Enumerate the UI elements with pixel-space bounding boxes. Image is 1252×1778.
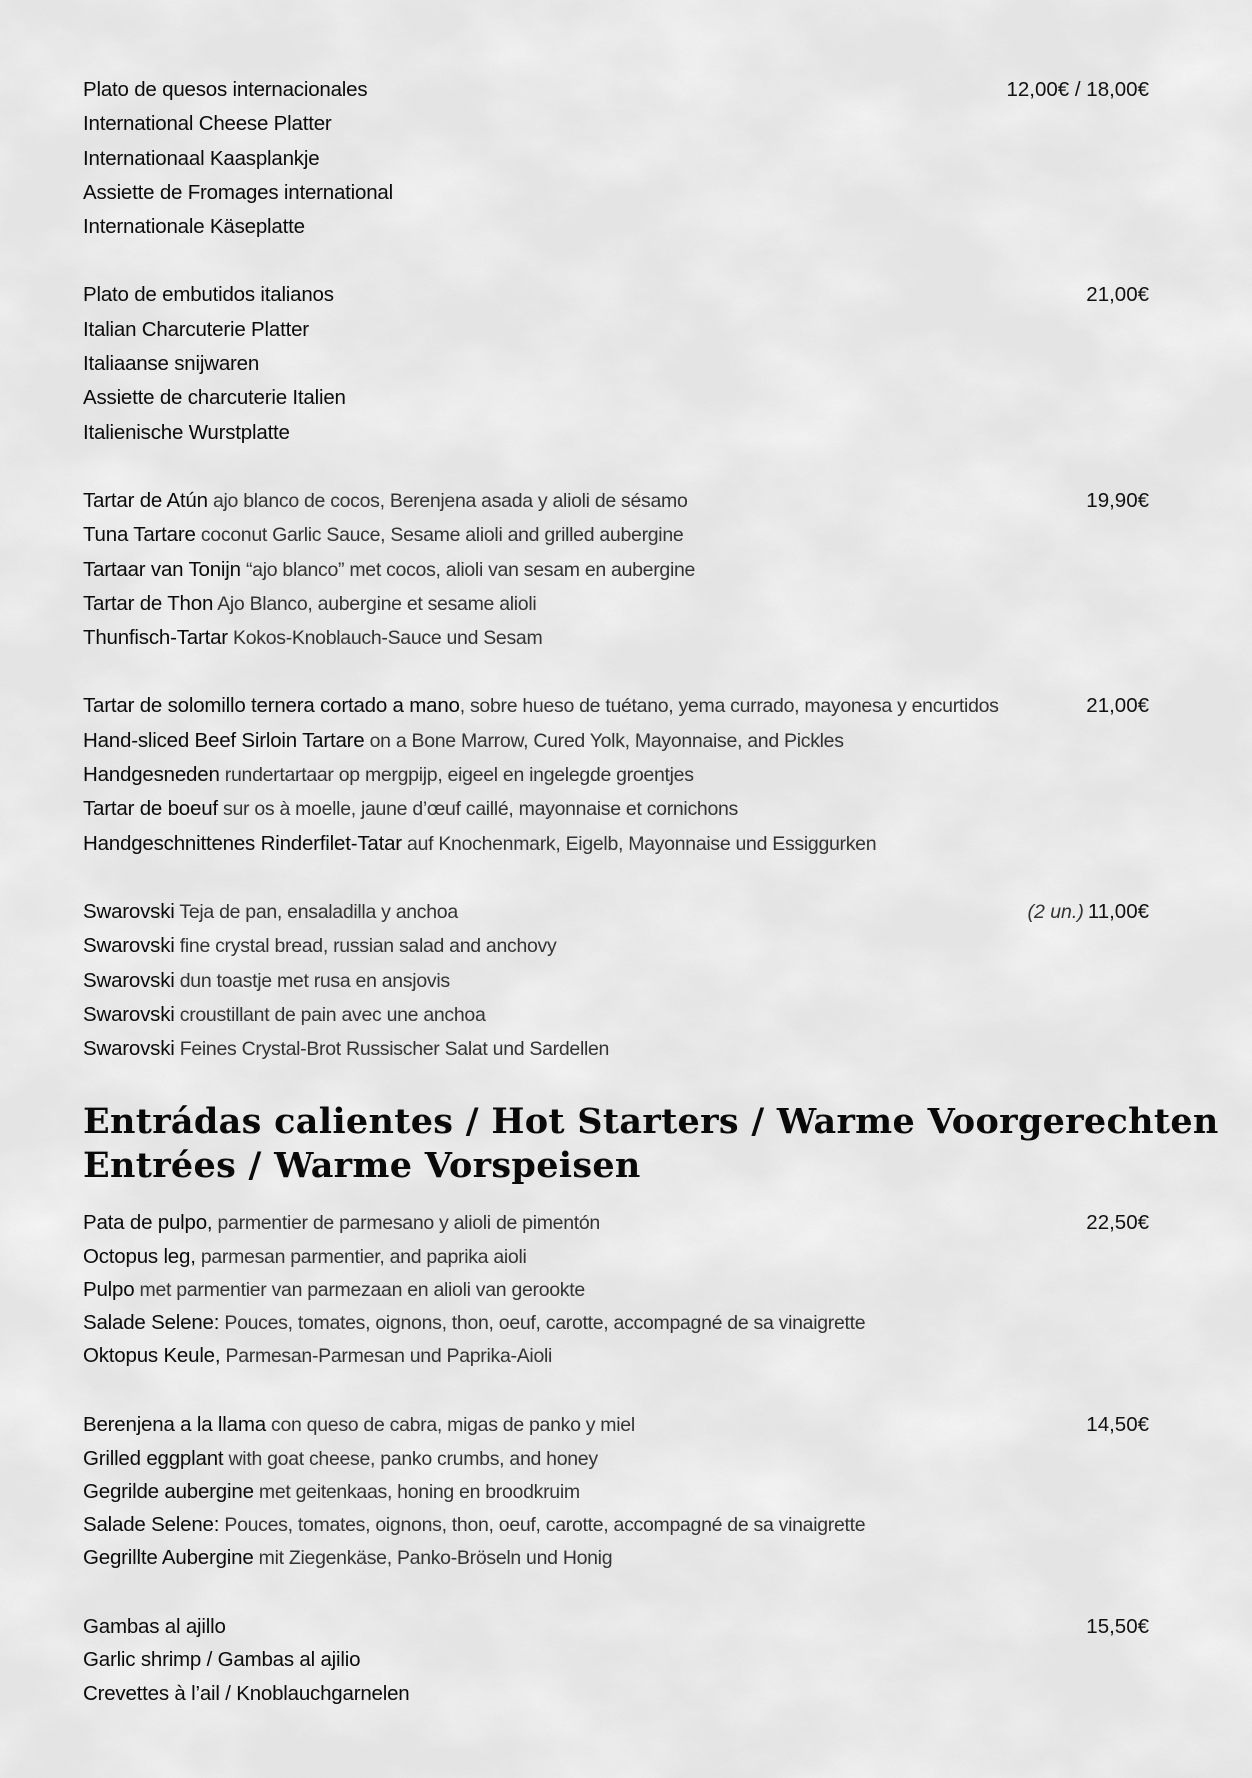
dish-name: Swarovski [83, 899, 175, 923]
menu-page [83, 73, 1219, 1746]
menu-item-line [83, 518, 1149, 552]
price-value: 12,00€ / 18,00€ [1006, 78, 1149, 101]
dish-name: Tuna Tartare [83, 523, 196, 547]
menu-item-line [83, 827, 1149, 861]
dish-description: fine crystal bread, russian salad and anchovy [174, 935, 557, 958]
menu-item-line [83, 1408, 1149, 1441]
menu-item-text [83, 1408, 635, 1442]
dish-name: Salade Selene: [83, 1310, 220, 1334]
menu-item-text [83, 210, 305, 244]
dish-description: Pouces, tomates, oignons, thon, oeuf, carotte, accompagné de sa vinaigrette [219, 1513, 866, 1536]
menu-item-line [83, 1475, 1149, 1508]
menu-item-text [83, 484, 688, 518]
dish-name: Plato de embutidos italianos [83, 283, 334, 307]
price-value: 14,50€ [1086, 1413, 1149, 1437]
dish-description: met parmentier van parmezaan en alioli van gerookte [134, 1278, 585, 1301]
dish-name: Swarovski [83, 934, 175, 958]
menu-item-line [83, 347, 1149, 381]
dish-name: Plato de quesos internacionales [83, 78, 368, 101]
menu-item-text [83, 73, 367, 107]
section-title-line-2: Entrées / Warme Vorspeisen [83, 1145, 641, 1187]
hot-starters-heading [83, 1100, 1219, 1188]
dish-name: Berenjena a la llama [83, 1413, 266, 1437]
dish-price [1027, 895, 1149, 929]
menu-item-line [83, 587, 1149, 621]
menu-item-line [83, 621, 1149, 655]
dish-name: Assiette de Fromages international [83, 180, 393, 204]
dish-description: parmentier de parmesano y alioli de pimentón [212, 1212, 600, 1235]
dish-description: croustillant de pain avec une anchoa [174, 1003, 486, 1026]
menu-item-text [83, 1442, 598, 1476]
menu-item-text [83, 518, 683, 552]
menu-item [83, 73, 1149, 244]
dish-name: Handgeschnittenes Rinderfilet-Tatar [83, 831, 402, 855]
menu-item-line [83, 313, 1149, 347]
menu-item-text [83, 929, 556, 963]
menu-item-text [83, 1677, 410, 1710]
menu-item-line [83, 689, 1149, 723]
menu-item-text [83, 724, 844, 758]
dish-description: auf Knochenmark, Eigelb, Mayonnaise und Essiggurken [401, 832, 877, 855]
dish-name: Oktopus Keule, [83, 1344, 221, 1368]
menu-item-line [83, 210, 1149, 244]
dish-name: Italiaanse snijwaren [83, 352, 260, 376]
menu-item-line [83, 553, 1149, 587]
dish-description: Kokos-Knoblauch-Sauce und Sesam [227, 627, 543, 650]
dish-name: Gegrillte Aubergine [83, 1546, 254, 1570]
menu-item-line [83, 1306, 1149, 1339]
dish-description: parmesan parmentier, and paprika aioli [195, 1245, 527, 1268]
dish-name: Pata de pulpo, [83, 1211, 213, 1235]
menu-item-text [83, 827, 876, 861]
dish-price [1086, 484, 1149, 518]
menu-item-text [83, 792, 738, 826]
menu-item-line [83, 73, 1149, 107]
menu-item-line [83, 381, 1149, 415]
price-value: 21,00€ [1086, 283, 1149, 307]
dish-description: Pouces, tomates, oignons, thon, oeuf, carotte, accompagné de sa vinaigrette [219, 1311, 866, 1334]
menu-item-line [83, 792, 1149, 826]
dish-name: Tartar de boeuf [83, 797, 218, 821]
menu-item-line [83, 484, 1149, 518]
menu-item-text [83, 1643, 360, 1676]
menu-item-text [83, 964, 450, 998]
dish-description: met geitenkaas, honing en broodkruim [253, 1480, 580, 1503]
menu-item-line [83, 1206, 1149, 1239]
price-value: 11,00€ [1087, 899, 1149, 923]
dish-name: Pulpo [83, 1277, 135, 1301]
menu-item-text [83, 107, 332, 141]
dish-description: on a Bone Marrow, Cured Yolk, Mayonnaise, and Pickles [364, 729, 844, 752]
dish-name: Swarovski [83, 1037, 175, 1061]
dish-description: Feines Crystal-Brot Russischer Salat und Sardellen [174, 1038, 610, 1061]
menu-item-text [83, 1339, 552, 1373]
menu-item-line [83, 416, 1149, 450]
menu-item-text [83, 176, 393, 210]
menu-item-text [83, 416, 290, 450]
menu-item-text [83, 142, 319, 176]
menu-item-line [83, 1610, 1149, 1643]
price-value: 21,00€ [1086, 694, 1149, 718]
dish-name: Italian Charcuterie Platter [83, 317, 309, 341]
menu-item-line [83, 176, 1149, 210]
menu-item-text [83, 313, 309, 347]
dish-name: Swarovski [83, 968, 175, 992]
menu-item-line [83, 107, 1149, 141]
menu-item-text [83, 689, 999, 723]
menu-item [83, 1408, 1149, 1574]
dish-description: coconut Garlic Sauce, Sesame alioli and grilled aubergine [195, 524, 684, 547]
dish-name: Tartar de solomillo ternera cortado a mano [83, 694, 460, 718]
dish-name: Italienische Wurstplatte [83, 420, 290, 444]
dish-name: Assiette de charcuterie Italien [83, 386, 346, 410]
menu-item-line [83, 964, 1149, 998]
dish-name: Internationaal Kaasplankje [83, 146, 320, 170]
menu-item-text [83, 1306, 865, 1340]
menu-item-line [83, 998, 1149, 1032]
menu-item-text [83, 1273, 585, 1307]
menu-item [83, 689, 1149, 860]
menu-item-line [83, 1442, 1149, 1475]
hot-starters-list [83, 1206, 1149, 1709]
menu-item-line [83, 758, 1149, 792]
menu-item-line [83, 1643, 1149, 1676]
dish-name: Handgesneden [83, 763, 220, 787]
menu-item-line [83, 1541, 1149, 1574]
dish-name: Crevettes à l’ail / Knoblauchgarnelen [83, 1681, 410, 1705]
menu-item-line [83, 1273, 1149, 1306]
dish-description: “ajo blanco” met cocos, alioli van sesam en aubergine [240, 558, 696, 581]
menu-item-text [83, 278, 334, 312]
menu-item-text [83, 587, 536, 621]
menu-item [83, 895, 1149, 1066]
dish-description: Parmesan-Parmesan und Paprika-Aioli [220, 1345, 553, 1368]
section-title-line-1: Entrádas calientes / Hot Starters / Warme Voorgerechten [83, 1101, 1219, 1143]
dish-name: Thunfisch-Tartar [83, 626, 228, 650]
menu-item-line [83, 1508, 1149, 1541]
menu-item-line [83, 142, 1149, 176]
dish-description: Teja de pan, ensaladilla y anchoa [174, 900, 458, 923]
menu-item-line [83, 1339, 1149, 1372]
dish-description: dun toastje met rusa en ansjovis [174, 969, 450, 992]
menu-item-line [83, 895, 1149, 929]
dish-description: rundertartaar op mergpijp, eigeel en ingelegde groentjes [219, 764, 694, 787]
dish-quantity: (2 un.) [1027, 900, 1084, 923]
dish-name: Internationale Käseplatte [83, 215, 305, 239]
menu-item-text [83, 1475, 580, 1509]
menu-item-line [83, 1032, 1149, 1066]
price-value: 19,90€ [1086, 488, 1149, 512]
menu-item-line [83, 724, 1149, 758]
menu-item-text [83, 1508, 865, 1542]
menu-item-text [83, 381, 346, 415]
dish-description: ajo blanco de cocos, Berenjena asada y alioli de sésamo [207, 489, 688, 512]
menu-item-text [83, 1610, 226, 1643]
dish-price [1086, 689, 1149, 723]
dish-description: sur os à moelle, jaune d’œuf caillé, mayonnaise et cornichons [217, 798, 738, 821]
menu-item-text [83, 758, 694, 792]
menu-item [83, 1206, 1149, 1372]
menu-item-text [83, 1206, 600, 1240]
menu-item [83, 1610, 1149, 1710]
dish-name: Tartar de Thon [83, 591, 214, 615]
menu-item [83, 278, 1149, 449]
menu-item-line [83, 929, 1149, 963]
dish-description: Ajo Blanco, aubergine et sesame alioli [213, 592, 537, 615]
menu-item-text [83, 347, 259, 381]
dish-name: Octopus leg, [83, 1244, 196, 1268]
menu-item-text [83, 1032, 609, 1066]
dish-price [1086, 1408, 1149, 1441]
dish-name: Tartaar van Tonijn [83, 557, 241, 581]
dish-price [1086, 278, 1149, 312]
cold-starters-list [83, 73, 1149, 1066]
price-value: 15,50€ [1086, 1615, 1149, 1639]
menu-item [83, 484, 1149, 655]
dish-name: Hand-sliced Beef Sirloin Tartare [83, 728, 365, 752]
price-value: 22,50€ [1086, 1211, 1149, 1235]
menu-item-line [83, 278, 1149, 312]
menu-item-line [83, 1240, 1149, 1273]
dish-description: mit Ziegenkäse, Panko-Bröseln und Honig [253, 1547, 613, 1570]
dish-price [1086, 1610, 1149, 1643]
dish-name: Garlic shrimp / Gambas al ajilio [83, 1648, 361, 1672]
dish-price [1007, 73, 1150, 107]
dish-price [1086, 1206, 1149, 1239]
dish-name: Grilled eggplant [83, 1446, 224, 1470]
menu-item-text [83, 621, 542, 655]
dish-description: , sobre hueso de tuétano, yema currado, mayonesa y encurtidos [459, 695, 999, 718]
dish-name: Gambas al ajillo [83, 1615, 226, 1639]
menu-item-text [83, 998, 486, 1032]
dish-name: Salade Selene: [83, 1512, 220, 1536]
dish-name: Tartar de Atún [83, 488, 208, 512]
dish-name: International Cheese Platter [83, 112, 332, 136]
dish-name: Gegrilde aubergine [83, 1479, 254, 1503]
menu-item-text [83, 553, 695, 587]
dish-description: con queso de cabra, migas de panko y miel [265, 1414, 635, 1437]
dish-description: with goat cheese, panko crumbs, and honey [223, 1447, 598, 1470]
dish-name: Swarovski [83, 1002, 175, 1026]
menu-item-line [83, 1677, 1149, 1710]
menu-item-text [83, 1541, 612, 1575]
menu-item-text [83, 895, 458, 929]
menu-item-text [83, 1240, 527, 1274]
